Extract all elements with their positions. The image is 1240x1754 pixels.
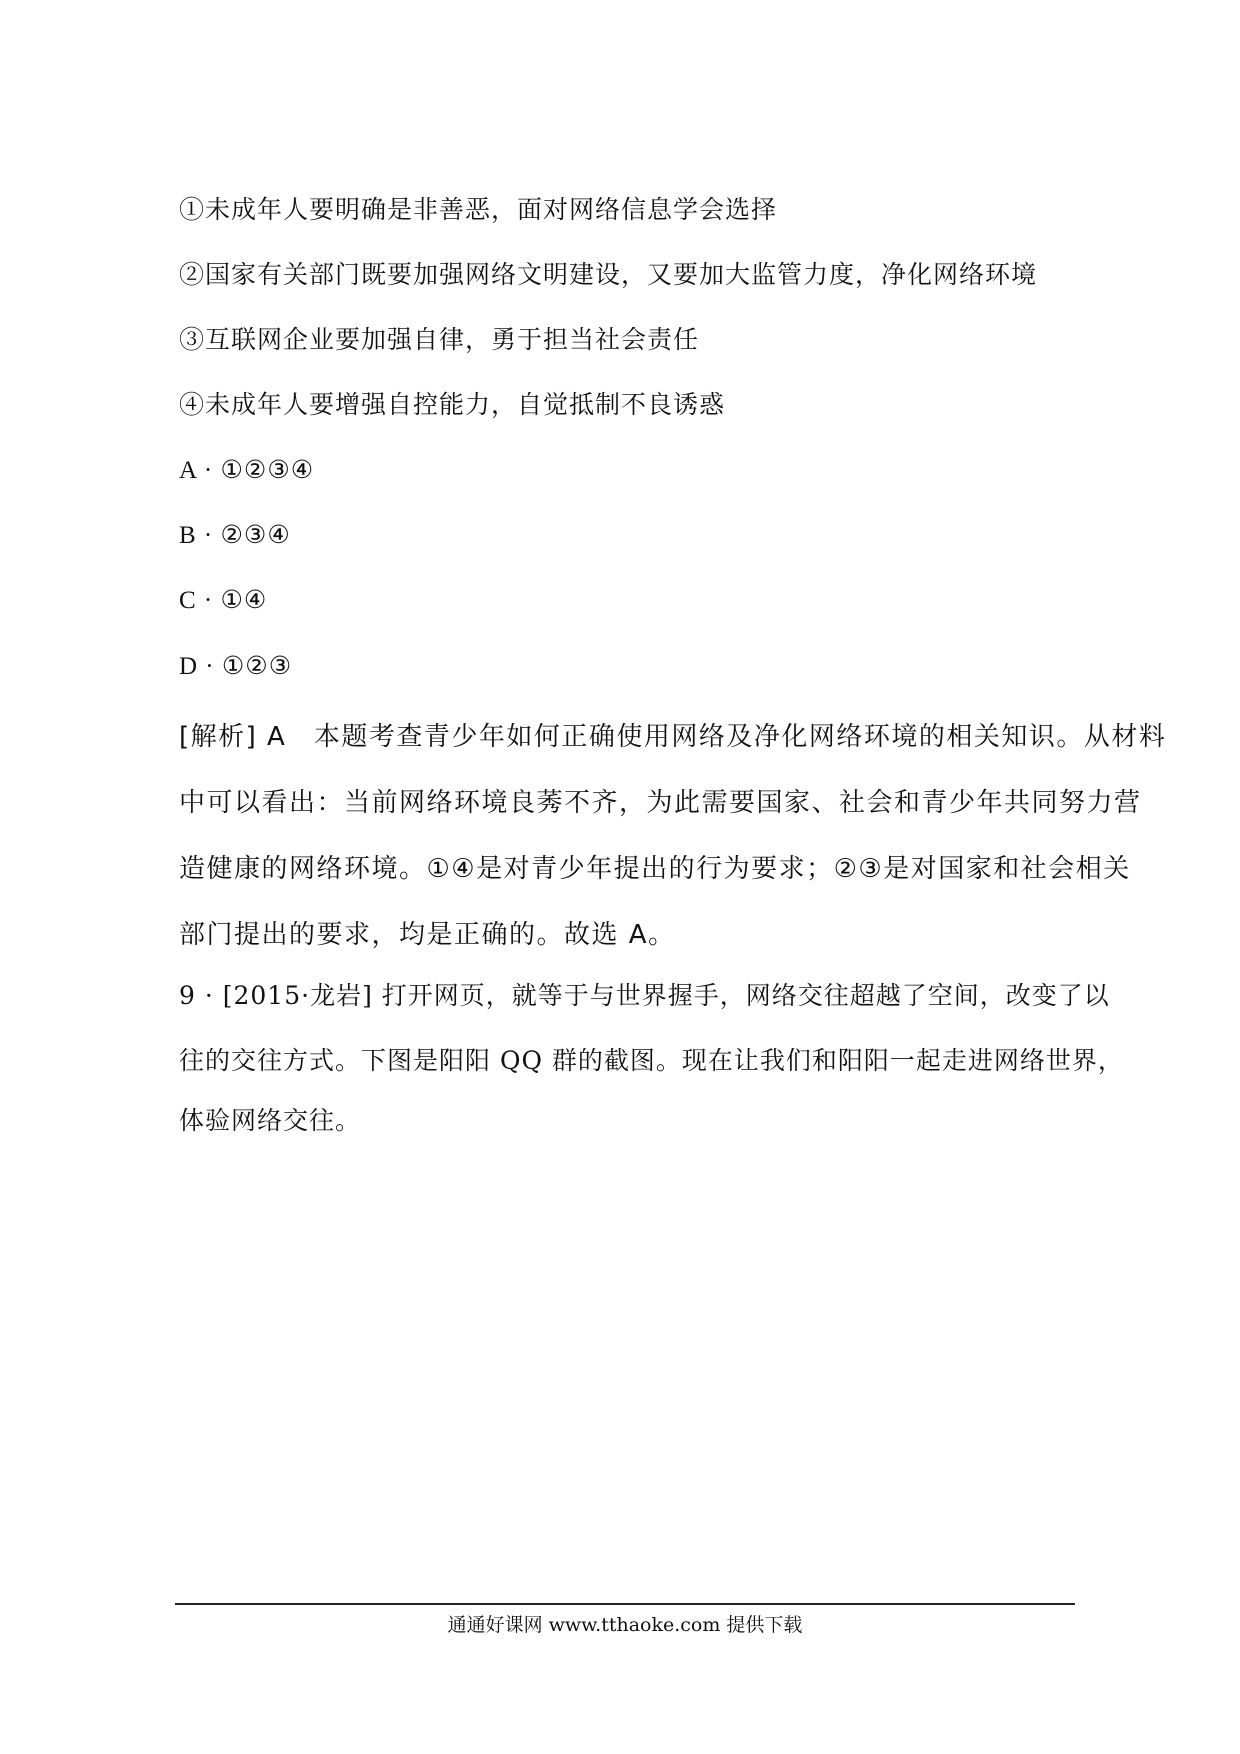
option-d: D · ①②③ — [179, 653, 293, 680]
footer-credit: 通通好课网 www.tthaoke.com 提供下载 — [447, 1614, 803, 1636]
question-9-line-2: 往的交往方式。下图是阳阳 QQ 群的截图。现在让我们和阳阳一起走进网络世界， — [179, 1046, 1124, 1075]
analysis-line-2: 中可以看出：当前网络环境良莠不齐，为此需要国家、社会和青少年共同努力营 — [179, 788, 1142, 818]
question-9-line-3: 体验网络交往。 — [179, 1106, 362, 1135]
question-9-line-1: 9 · [2015·龙岩] 打开网页，就等于与世界握手，网络交往超越了空间，改变了以 — [179, 981, 1110, 1010]
option-a: A · ①②③④ — [179, 457, 315, 484]
analysis-line-3: 造健康的网络环境。①④是对青少年提出的行为要求；②③是对国家和社会相关 — [179, 854, 1131, 884]
option-b: B · ②③④ — [179, 522, 291, 549]
option-c: C · ①④ — [179, 587, 268, 614]
statement-2: ②国家有关部门既要加强网络文明建设，又要加大监管力度，净化网络环境 — [179, 260, 1038, 289]
statement-1: ①未成年人要明确是非善恶，面对网络信息学会选择 — [179, 195, 778, 224]
analysis-line-4: 部门提出的要求，均是正确的。故选 A。 — [179, 920, 676, 950]
analysis-line-1: [解析] A 本题考查青少年如何正确使用网络及净化网络环境的相关知识。从材料 — [179, 722, 1167, 752]
footer-divider — [175, 1603, 1075, 1605]
statement-4: ④未成年人要增强自控能力，自觉抵制不良诱惑 — [179, 390, 726, 419]
statement-3: ③互联网企业要加强自律，勇于担当社会责任 — [179, 325, 700, 354]
